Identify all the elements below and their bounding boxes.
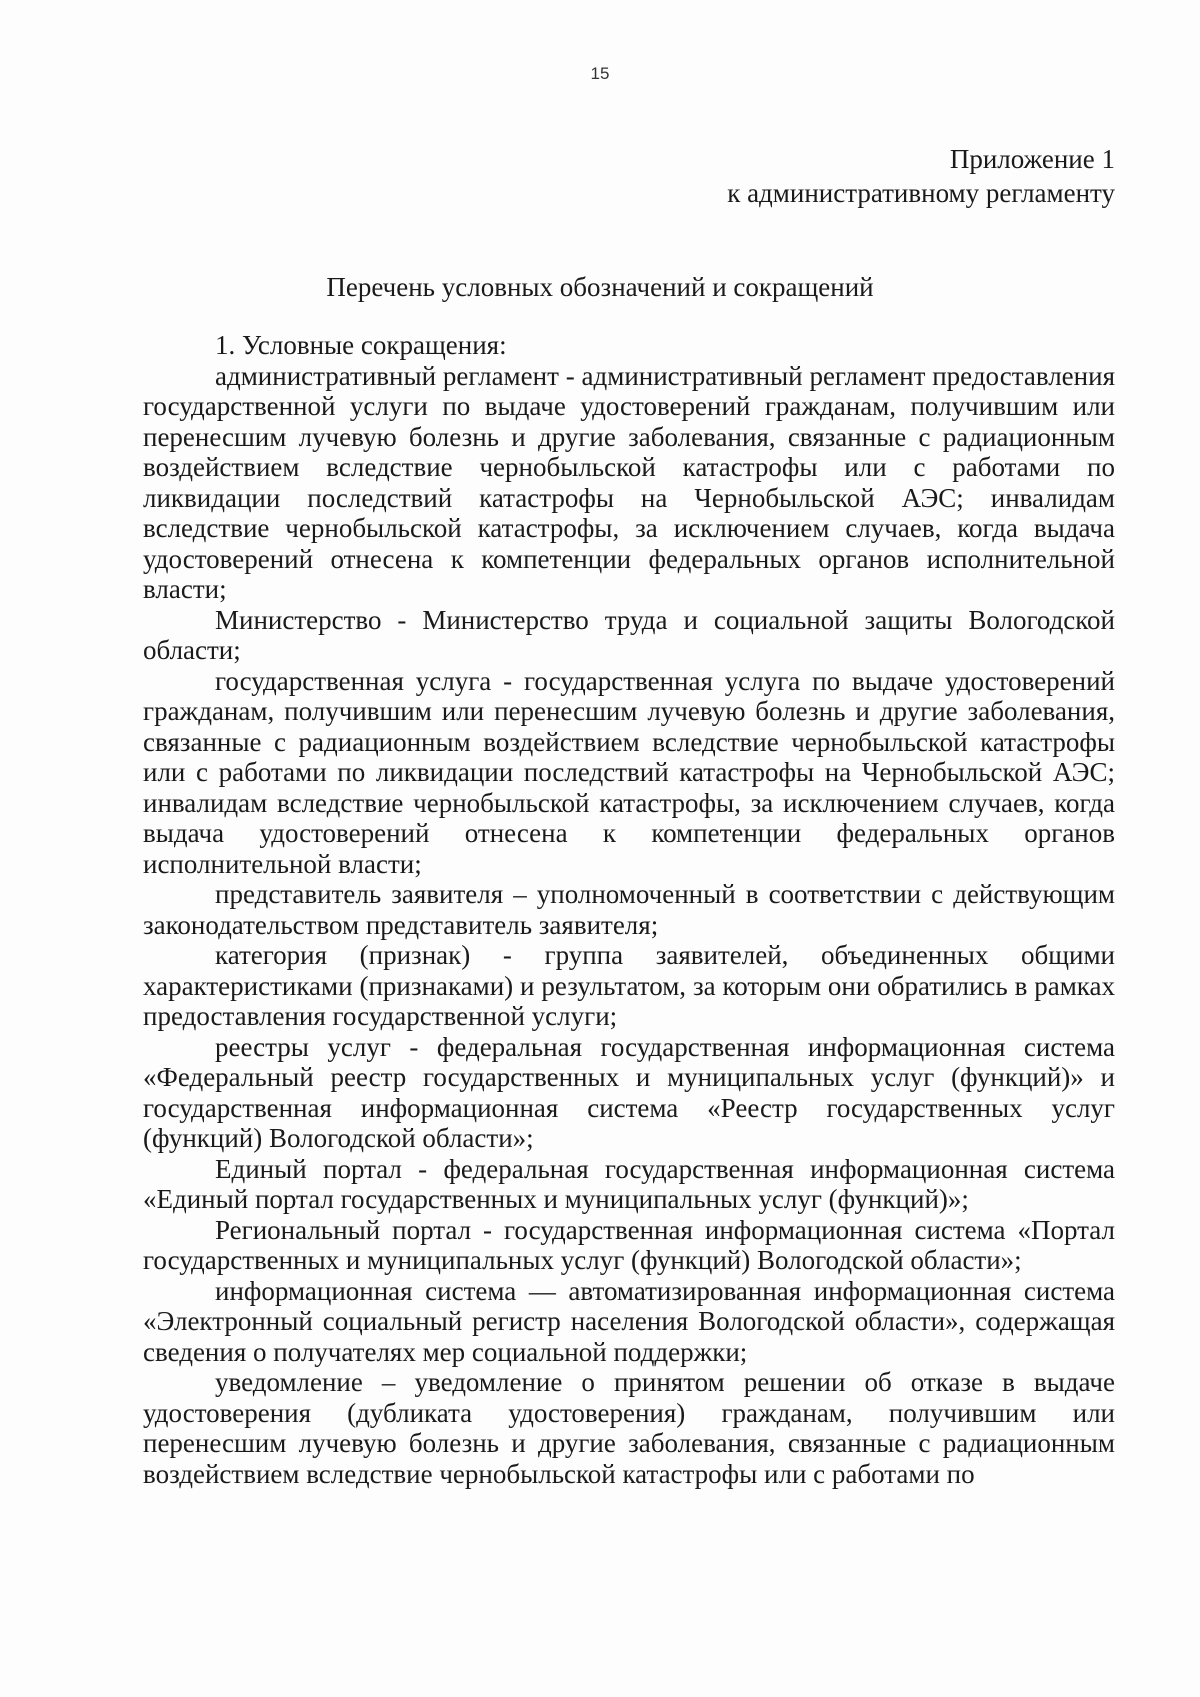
paragraph-category: категория (признак) - группа заявителей, объединенных общими характеристиками (признаками) и результатом, за которым они обратились в рамках предоставления государственной услуги; bbox=[143, 940, 1115, 1031]
page-number: 15 bbox=[590, 64, 610, 83]
section-heading: 1. Условные сокращения: bbox=[215, 330, 507, 360]
paragraph-information-system: информационная система — автоматизированная информационная система «Электронный социальный регистр населения Вологодской области», содержащая сведения о получателях мер социальной поддержки; bbox=[143, 1275, 1115, 1367]
paragraph-ministry: Министерство - Министерство труда и социальной защиты Вологодской области; bbox=[143, 604, 1115, 665]
paragraph-applicant-representative: представитель заявителя – уполномоченный в соответствии с действующим законодательством представитель заявителя; bbox=[143, 879, 1115, 940]
appendix-line-2: к административному регламенту bbox=[727, 178, 1115, 208]
paragraph-service-registries: реестры услуг - федеральная государственная информационная система «Федеральный реестр государственных и муниципальных услуг (функций)» и государственная информационная система «Реестр государственных услуг (функций) Вологодской области»; bbox=[143, 1031, 1115, 1153]
document-title: Перечень условных обозначений и сокращений bbox=[326, 272, 874, 302]
appendix-header bbox=[727, 142, 1115, 210]
paragraph-state-service: государственная услуга - государственная услуга по выдаче удостоверений гражданам, получившим или перенесшим лучевую болезнь и другие заболевания, связанные с радиационным воздействием вследствие чернобыльской катастрофы или с работами по ликвидации последствий катастрофы на Чернобыльской АЭС; инвалидам вследствие чернобыльской катастрофы, за исключением случаев, когда выдача удостоверений отнесена к компетенции федеральных органов исполнительной власти; bbox=[143, 665, 1115, 879]
paragraph-unified-portal: Единый портал - федеральная государственная информационная система «Единый портал государственных и муниципальных услуг (функций)»; bbox=[143, 1153, 1115, 1214]
paragraph-administrative-regulation: административный регламент - административный регламент предоставления государственной услуги по выдаче удостоверений гражданам, получившим или перенесшим лучевую болезнь и другие заболевания, связанные с радиационным воздействием вследствие чернобыльской катастрофы или с работами по ликвидации последствий катастрофы на Чернобыльской АЭС; инвалидам вследствие чернобыльской катастрофы, за исключением случаев, когда выдача удостоверений отнесена к компетенции федеральных органов исполнительной власти; bbox=[143, 360, 1115, 604]
document-body bbox=[143, 330, 1115, 1489]
paragraph-notification: уведомление – уведомление о принятом решении об отказе в выдаче удостоверения (дубликата удостоверения) гражданам, получившим или перенесшим лучевую болезнь и другие заболевания, связанные с радиационным воздействием вследствие чернобыльской катастрофы или с работами по bbox=[143, 1367, 1115, 1489]
appendix-line-1: Приложение 1 bbox=[949, 144, 1115, 174]
paragraph-regional-portal: Региональный портал - государственная информационная система «Портал государственных и муниципальных услуг (функций) Вологодской области»; bbox=[143, 1214, 1115, 1275]
